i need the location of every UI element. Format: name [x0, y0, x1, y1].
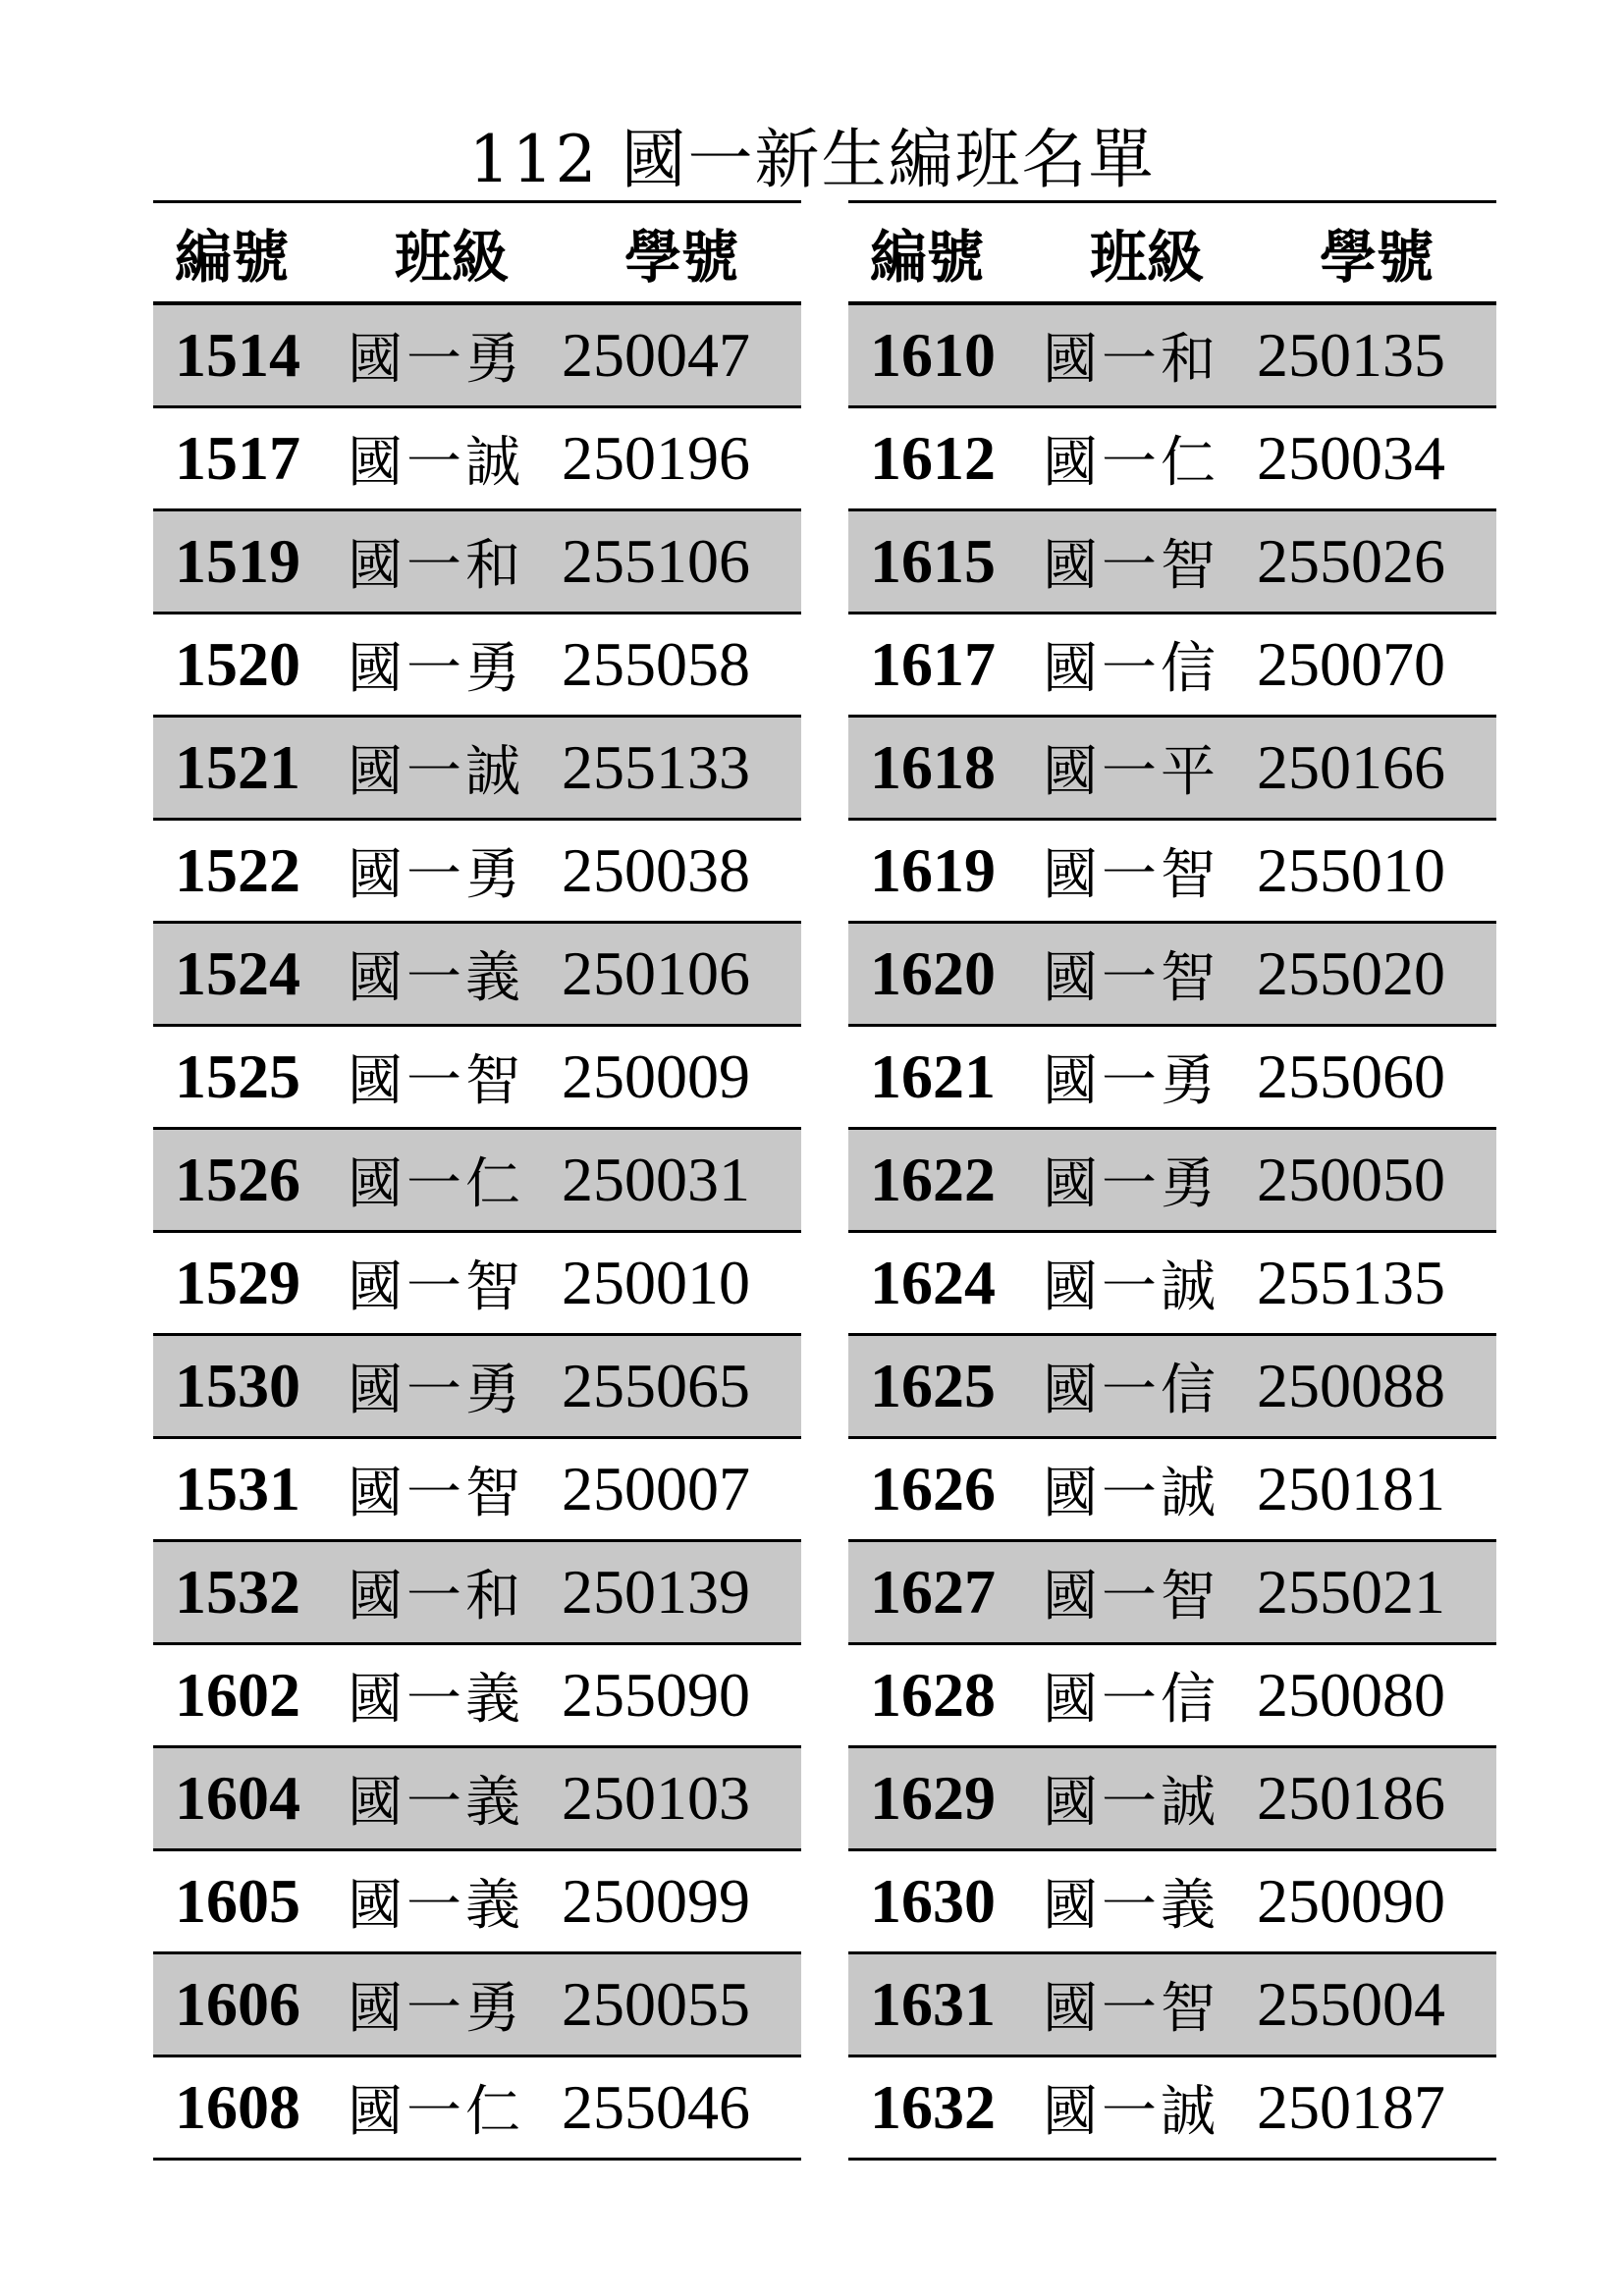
table-row: [153, 1438, 801, 1541]
cell-student-id: 250010: [556, 1232, 801, 1335]
table-row: [848, 1644, 1496, 1747]
cell-class: 國一仁: [340, 2056, 556, 2160]
cell-class: 國一仁: [340, 1129, 556, 1232]
column-header-class: 班級: [1035, 202, 1251, 304]
cell-number: 1622: [848, 1129, 1035, 1232]
header-row: [848, 202, 1496, 304]
cell-student-id: 250135: [1251, 303, 1496, 407]
cell-number: 1618: [848, 717, 1035, 820]
table-row: [153, 1747, 801, 1850]
table-row: [848, 407, 1496, 510]
cell-number: 1608: [153, 2056, 340, 2160]
cell-class: 國一信: [1035, 614, 1251, 717]
column-header-student-id: 學號: [1251, 202, 1496, 304]
cell-class: 國一平: [1035, 717, 1251, 820]
cell-number: 1531: [153, 1438, 340, 1541]
cell-number: 1530: [153, 1335, 340, 1438]
cell-student-id: 250034: [1251, 407, 1496, 510]
table: [153, 200, 801, 2161]
table-row: [153, 923, 801, 1026]
cell-number: 1525: [153, 1026, 340, 1129]
table-row: [153, 407, 801, 510]
cell-student-id: 250038: [556, 820, 801, 923]
cell-student-id: 250031: [556, 1129, 801, 1232]
table-row: [848, 1232, 1496, 1335]
table-row: [848, 1026, 1496, 1129]
table-row: [848, 1747, 1496, 1850]
cell-number: 1627: [848, 1541, 1035, 1644]
cell-student-id: 255021: [1251, 1541, 1496, 1644]
cell-student-id: 250103: [556, 1747, 801, 1850]
cell-number: 1610: [848, 303, 1035, 407]
cell-class: 國一義: [1035, 1850, 1251, 1953]
cell-student-id: 250009: [556, 1026, 801, 1129]
cell-student-id: 255046: [556, 2056, 801, 2160]
table: [848, 200, 1496, 2161]
table-row: [848, 1335, 1496, 1438]
cell-number: 1631: [848, 1953, 1035, 2056]
cell-student-id: 255106: [556, 510, 801, 614]
table-row: [153, 1232, 801, 1335]
cell-class: 國一和: [1035, 303, 1251, 407]
table-row: [153, 303, 801, 407]
cell-student-id: 255133: [556, 717, 801, 820]
cell-student-id: 250181: [1251, 1438, 1496, 1541]
cell-class: 國一勇: [1035, 1026, 1251, 1129]
cell-class: 國一義: [340, 1644, 556, 1747]
cell-student-id: 250007: [556, 1438, 801, 1541]
cell-class: 國一誠: [1035, 1747, 1251, 1850]
cell-class: 國一誠: [340, 717, 556, 820]
cell-class: 國一智: [1035, 923, 1251, 1026]
cell-number: 1605: [153, 1850, 340, 1953]
table-body: [153, 303, 801, 2160]
table-row: [848, 2056, 1496, 2160]
cell-student-id: 250099: [556, 1850, 801, 1953]
table-row: [848, 923, 1496, 1026]
cell-student-id: 250106: [556, 923, 801, 1026]
cell-number: 1520: [153, 614, 340, 717]
cell-number: 1621: [848, 1026, 1035, 1129]
table-row: [153, 820, 801, 923]
table-row: [848, 1850, 1496, 1953]
cell-class: 國一信: [1035, 1644, 1251, 1747]
cell-class: 國一智: [340, 1438, 556, 1541]
cell-number: 1604: [153, 1747, 340, 1850]
column-header-class: 班級: [340, 202, 556, 304]
table-row: [848, 717, 1496, 820]
cell-student-id: 250187: [1251, 2056, 1496, 2160]
table-row: [848, 820, 1496, 923]
cell-class: 國一智: [1035, 510, 1251, 614]
cell-class: 國一信: [1035, 1335, 1251, 1438]
cell-student-id: 250070: [1251, 614, 1496, 717]
column-header-number: 編號: [848, 202, 1035, 304]
table-row: [153, 717, 801, 820]
table-row: [153, 510, 801, 614]
table-row: [153, 2056, 801, 2160]
table-row: [153, 1129, 801, 1232]
cell-class: 國一義: [340, 923, 556, 1026]
column-header-student-id: 學號: [556, 202, 801, 304]
cell-class: 國一義: [340, 1747, 556, 1850]
cell-class: 國一仁: [1035, 407, 1251, 510]
table-row: [848, 1541, 1496, 1644]
table-body: [848, 303, 1496, 2160]
cell-student-id: 255135: [1251, 1232, 1496, 1335]
table-row: [848, 510, 1496, 614]
roster-table-left: [153, 200, 801, 2161]
table-row: [153, 1026, 801, 1129]
cell-class: 國一勇: [340, 303, 556, 407]
cell-class: 國一和: [340, 510, 556, 614]
table-row: [153, 1335, 801, 1438]
cell-number: 1632: [848, 2056, 1035, 2160]
cell-number: 1628: [848, 1644, 1035, 1747]
cell-number: 1615: [848, 510, 1035, 614]
header-row: [153, 202, 801, 304]
cell-class: 國一智: [340, 1232, 556, 1335]
cell-number: 1529: [153, 1232, 340, 1335]
cell-number: 1624: [848, 1232, 1035, 1335]
cell-number: 1620: [848, 923, 1035, 1026]
cell-student-id: 250088: [1251, 1335, 1496, 1438]
cell-number: 1619: [848, 820, 1035, 923]
cell-number: 1602: [153, 1644, 340, 1747]
page-title: 112 國一新生編班名單: [468, 122, 1156, 197]
cell-class: 國一勇: [340, 1335, 556, 1438]
cell-student-id: 255090: [556, 1644, 801, 1747]
table-row: [848, 303, 1496, 407]
table-row: [848, 1129, 1496, 1232]
cell-number: 1532: [153, 1541, 340, 1644]
roster-table-right: [848, 200, 1496, 2161]
cell-number: 1514: [153, 303, 340, 407]
cell-student-id: 255060: [1251, 1026, 1496, 1129]
cell-number: 1625: [848, 1335, 1035, 1438]
cell-class: 國一勇: [1035, 1129, 1251, 1232]
table-row: [153, 1953, 801, 2056]
cell-student-id: 255020: [1251, 923, 1496, 1026]
cell-number: 1612: [848, 407, 1035, 510]
cell-class: 國一義: [340, 1850, 556, 1953]
cell-number: 1519: [153, 510, 340, 614]
cell-number: 1524: [153, 923, 340, 1026]
cell-student-id: 250080: [1251, 1644, 1496, 1747]
cell-student-id: 255010: [1251, 820, 1496, 923]
cell-number: 1521: [153, 717, 340, 820]
cell-student-id: 255058: [556, 614, 801, 717]
table-row: [153, 1850, 801, 1953]
cell-student-id: 250166: [1251, 717, 1496, 820]
cell-class: 國一勇: [340, 820, 556, 923]
cell-student-id: 250047: [556, 303, 801, 407]
cell-number: 1617: [848, 614, 1035, 717]
cell-student-id: 250050: [1251, 1129, 1496, 1232]
cell-student-id: 250139: [556, 1541, 801, 1644]
cell-number: 1606: [153, 1953, 340, 2056]
cell-class: 國一誠: [1035, 1232, 1251, 1335]
table-row: [153, 1644, 801, 1747]
cell-class: 國一和: [340, 1541, 556, 1644]
table-row: [153, 1541, 801, 1644]
cell-student-id: 250196: [556, 407, 801, 510]
cell-class: 國一智: [1035, 1953, 1251, 2056]
cell-student-id: 250055: [556, 1953, 801, 2056]
cell-class: 國一勇: [340, 614, 556, 717]
cell-class: 國一誠: [340, 407, 556, 510]
table-row: [153, 614, 801, 717]
cell-student-id: 250186: [1251, 1747, 1496, 1850]
cell-class: 國一誠: [1035, 2056, 1251, 2160]
cell-student-id: 255004: [1251, 1953, 1496, 2056]
cell-number: 1630: [848, 1850, 1035, 1953]
cell-class: 國一誠: [1035, 1438, 1251, 1541]
cell-number: 1626: [848, 1438, 1035, 1541]
cell-number: 1517: [153, 407, 340, 510]
table-row: [848, 614, 1496, 717]
cell-student-id: 255026: [1251, 510, 1496, 614]
cell-class: 國一智: [1035, 820, 1251, 923]
cell-class: 國一智: [1035, 1541, 1251, 1644]
cell-student-id: 255065: [556, 1335, 801, 1438]
cell-number: 1629: [848, 1747, 1035, 1850]
cell-class: 國一勇: [340, 1953, 556, 2056]
cell-class: 國一智: [340, 1026, 556, 1129]
cell-student-id: 250090: [1251, 1850, 1496, 1953]
cell-number: 1522: [153, 820, 340, 923]
table-row: [848, 1953, 1496, 2056]
cell-number: 1526: [153, 1129, 340, 1232]
table-row: [848, 1438, 1496, 1541]
column-header-number: 編號: [153, 202, 340, 304]
